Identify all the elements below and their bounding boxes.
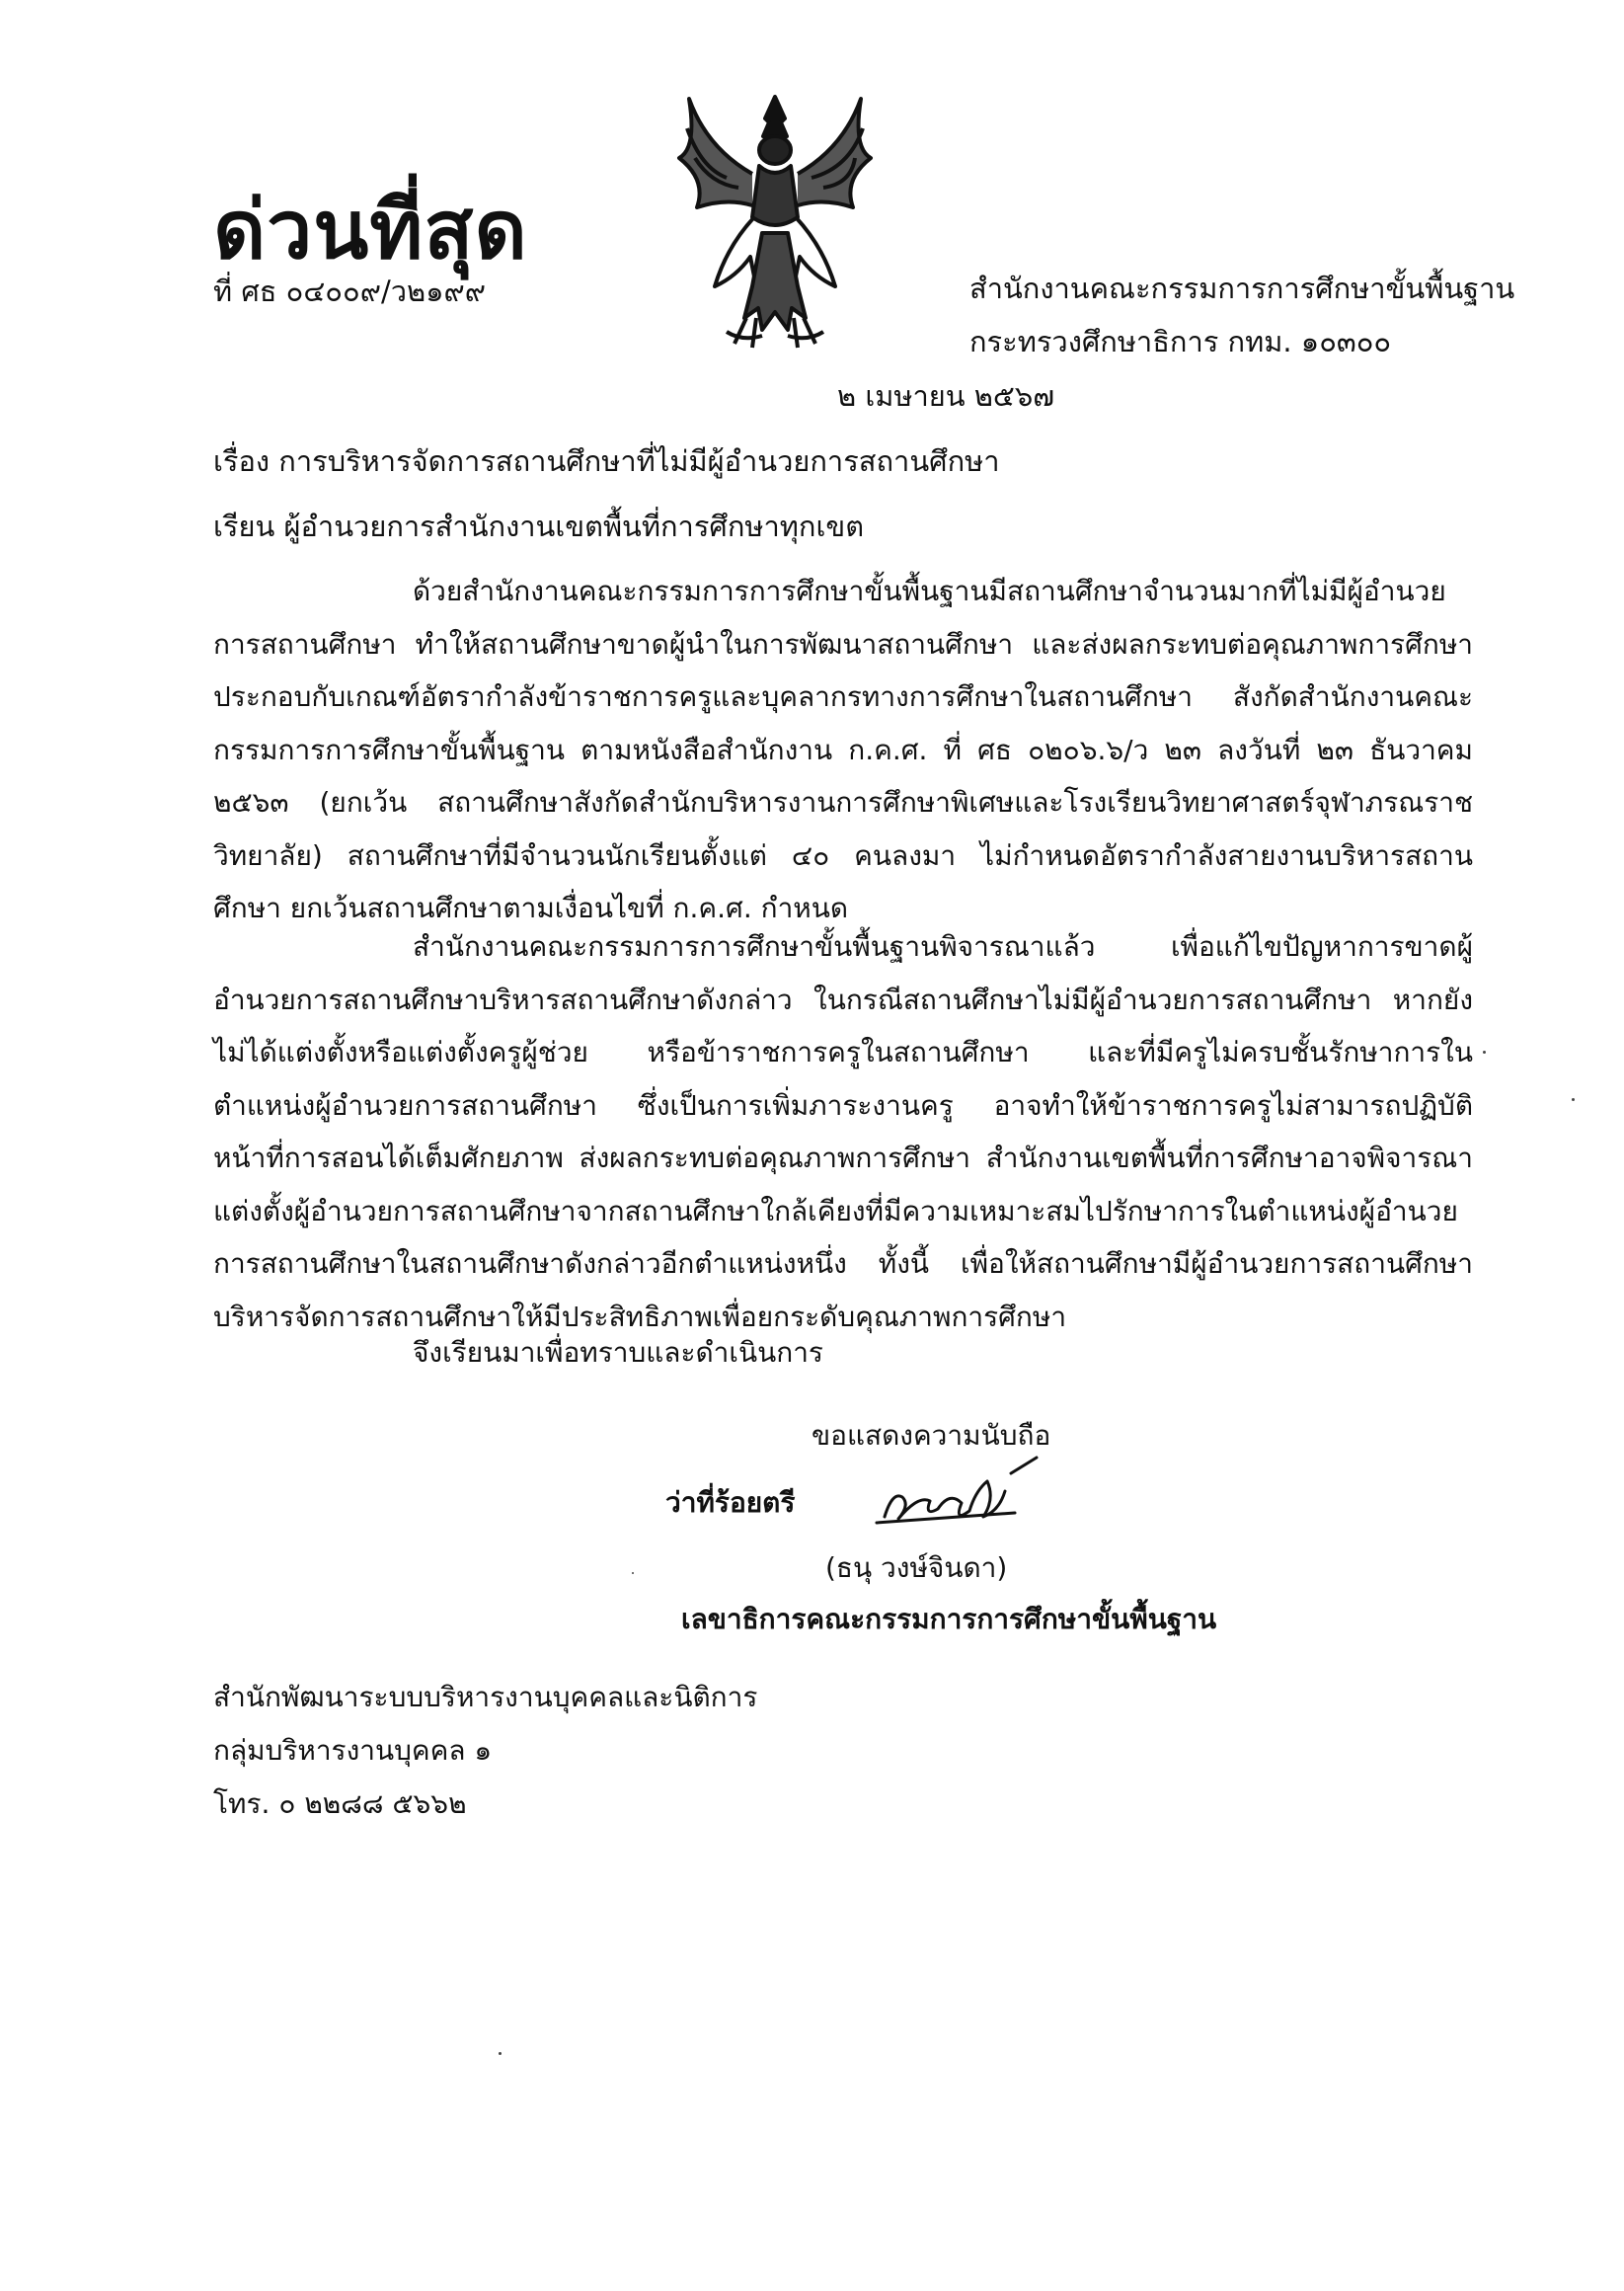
signer-position: เลขาธิการคณะกรรมการการศึกษาขั้นพื้นฐาน: [681, 1603, 1217, 1635]
paragraph-1-text: ด้วยสำนักงานคณะกรรมการการศึกษาขั้นพื้นฐานมีสถานศึกษาจำนวนมากที่ไม่มีผู้อำนวยการสถานศึกษา ทำให้สถานศึกษาขาดผู้นำในการพัฒนาสถานศึกษา และส่งผลกระทบต่อคุณภาพการศึกษา ประกอบกับเกณฑ์อัตรากำลังข้าราชการครูและบุคลากรทางการศึกษาในสถานศึกษา สังกัดสำนักงานคณะกรรมการการศึกษาขั้นพื้นฐาน ตามหนังสือสำนักงาน ก.ค.ศ. ที่ ศธ ๐๒๐๖.๖/ว ๒๓ ลงวันที่ ๒๓ ธันวาคม ๒๕๖๓ (ยกเว้น สถานศึกษาสังกัดสำนักบริหารงานการศึกษาพิเศษและโรงเรียนวิทยาศาสตร์จุฬาภรณราชวิทยาลัย) สถานศึกษาที่มีจำนวนนักเรียนตั้งแต่ ๔๐ คนลงมา ไม่กำหนดอัตรากำลังสายงานบริหารสถานศึกษา ยกเว้นสถานศึกษาตามเงื่อนไขที่ ก.ค.ศ. กำหนด: [213, 575, 1473, 924]
agency-name: สำนักงานคณะกรรมการการศึกษาขั้นพื้นฐาน: [969, 272, 1515, 305]
document-number: ที่ ศธ ๐๔๐๐๙/ว๒๑๙๙: [213, 275, 487, 308]
body-paragraph-1: [213, 565, 1473, 935]
scan-speck: [499, 2052, 502, 2055]
signer-rank: ว่าที่ร้อยตรี: [665, 1486, 796, 1519]
footer-office: สำนักพัฒนาระบบบริหารงานบุคคลและนิติการ: [213, 1681, 758, 1713]
closing-line: จึงเรียนมาเพื่อทราบและดำเนินการ: [413, 1336, 823, 1369]
letter-date: ๒ เมษายน ๒๕๖๗: [837, 379, 1055, 413]
scan-speck: [1572, 1098, 1575, 1101]
signer-name: (ธนุ วงษ์จินดา): [825, 1551, 1008, 1584]
urgency-heading: ด่วนที่สุด: [213, 184, 528, 277]
agency-address: กระทรวงศึกษาธิการ กทม. ๑๐๓๐๐: [969, 325, 1392, 358]
contact-footer: [213, 1671, 757, 1831]
garuda-emblem: [667, 89, 883, 354]
paragraph-2-text: สำนักงานคณะกรรมการการศึกษาขั้นพื้นฐานพิจารณาแล้ว เพื่อแก้ไขปัญหาการขาดผู้อำนวยการสถานศึกษาบริหารสถานศึกษาดังกล่าว ในกรณีสถานศึกษาไม่มีผู้อำนวยการสถานศึกษา หากยังไม่ได้แต่งตั้งหรือแต่งตั้งครูผู้ช่วย หรือข้าราชการครูในสถานศึกษา และที่มีครูไม่ครบชั้นรักษาการในตำแหน่งผู้อำนวยการสถานศึกษา ซึ่งเป็นการเพิ่มภาระงานครู อาจทำให้ข้าราชการครูไม่สามารถปฏิบัติหน้าที่การสอนได้เต็มศักยภาพ ส่งผลกระทบต่อคุณภาพการศึกษา สำนักงานเขตพื้นที่การศึกษาอาจพิจารณาแต่งตั้งผู้อำนวยการสถานศึกษาจากสถานศึกษาใกล้เคียงที่มีความเหมาะสมไปรักษาการในตำแหน่งผู้อำนวยการสถานศึกษาในสถานศึกษาดังกล่าวอีกตำแหน่งหนึ่ง ทั้งนี้ เพื่อให้สถานศึกษามีผู้อำนวยการสถานศึกษาบริหารจัดการสถานศึกษาให้มีประสิทธิภาพเพื่อยกระดับคุณภาพการศึกษา: [213, 930, 1473, 1333]
scan-speck: [632, 1572, 634, 1574]
footer-group: กลุ่มบริหารงานบุคคล ๑: [213, 1734, 493, 1767]
issuing-agency: [969, 262, 1514, 368]
salutation-line: เรียน ผู้อำนวยการสำนักงานเขตพื้นที่การศึกษาทุกเขต: [213, 510, 865, 543]
footer-phone: โทร. ๐ ๒๒๘๘ ๕๖๖๒: [213, 1787, 467, 1820]
regards-line: ขอแสดงความนับถือ: [812, 1419, 1051, 1452]
subject-line: เรื่อง การบริหารจัดการสถานศึกษาที่ไม่มีผู้อำนวยการสถานศึกษา: [213, 444, 1000, 478]
handwritten-signature: [867, 1452, 1044, 1540]
body-paragraph-2: [213, 920, 1473, 1343]
scan-speck: [1483, 1051, 1486, 1054]
